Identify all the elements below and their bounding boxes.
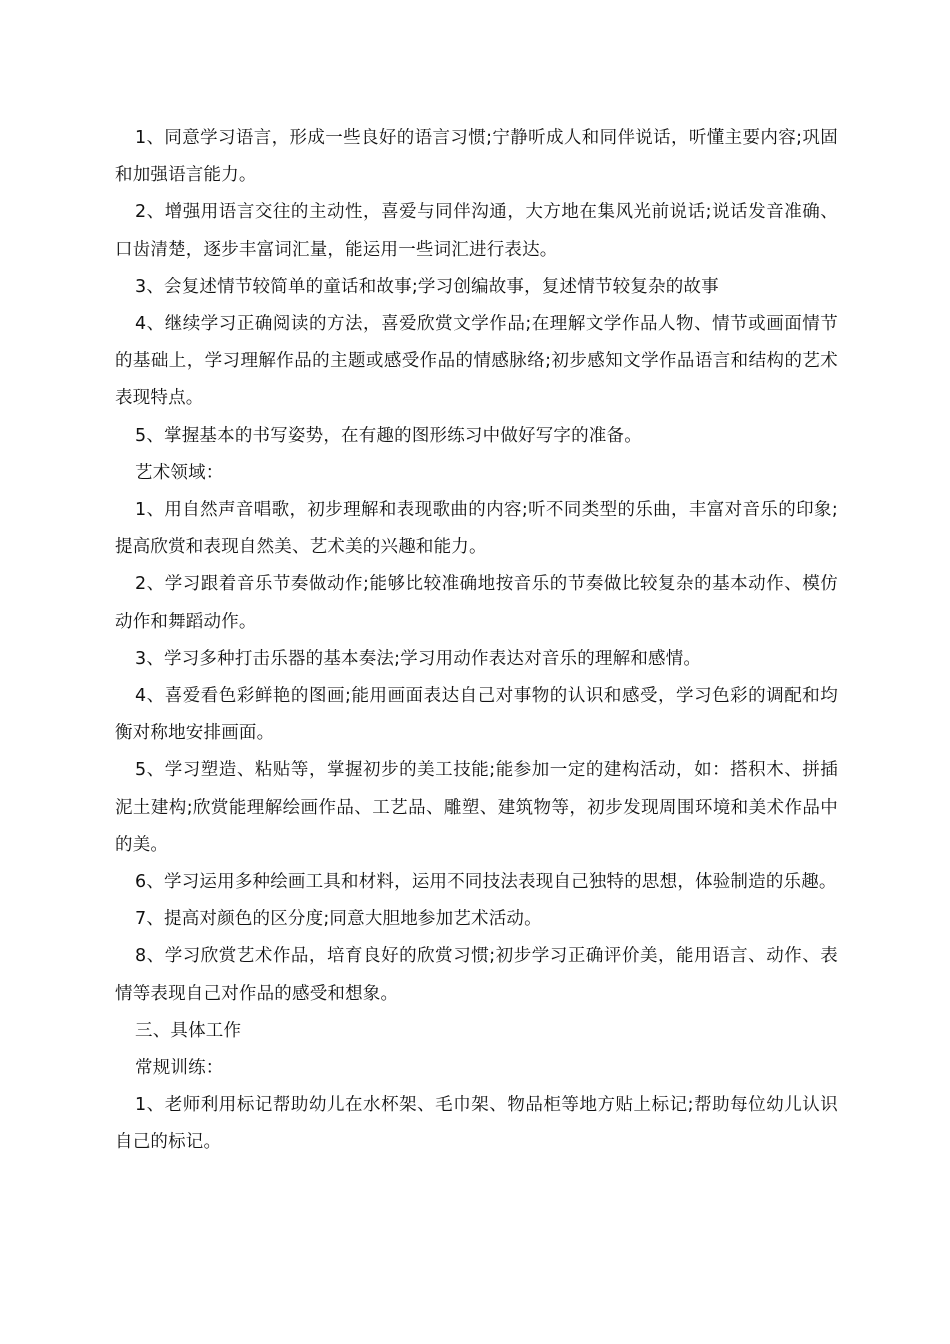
paragraph-art-goal-4: 4、喜爱看色彩鲜艳的图画;能用画面表达自己对事物的认识和感受，学习色彩的调配和均衡对称地安排画面。 [115,686,838,744]
paragraph-language-goal-2: 2、增强用语言交往的主动性，喜爱与同伴沟通，大方地在集风光前说话;说话发音准确、口齿清楚，逐步丰富词汇量，能运用一些词汇进行表达。 [115,202,838,260]
section-heading-art-domain: 艺术领域： [135,462,224,483]
paragraph-language-goal-1: 1、同意学习语言，形成一些良好的语言习惯;宁静听成人和同伴说话，听懂主要内容;巩固和加强语言能力。 [115,128,838,186]
paragraph-art-goal-5: 5、学习塑造、粘贴等，掌握初步的美工技能;能参加一定的建构活动，如：搭积木、拼插泥土建构;欣赏能理解绘画作品、工艺品、雕塑、建筑物等，初步发现周围环境和美术作品中的美。 [115,760,838,855]
paragraph-language-goal-5: 5、掌握基本的书写姿势，在有趣的图形练习中做好写字的准备。 [135,425,642,446]
paragraph-art-goal-2: 2、学习跟着音乐节奏做动作;能够比较准确地按音乐的节奏做比较复杂的基本动作、模仿动作和舞蹈动作。 [115,574,838,632]
paragraph-art-goal-1: 1、用自然声音唱歌，初步理解和表现歌曲的内容;听不同类型的乐曲，丰富对音乐的印象;提高欣赏和表现自然美、艺术美的兴趣和能力。 [115,500,838,558]
paragraph-art-goal-8: 8、学习欣赏艺术作品，培育良好的欣赏习惯;初步学习正确评价美，能用语言、动作、表情等表现自己对作品的感受和想象。 [115,946,838,1004]
paragraph-language-goal-3: 3、会复述情节较简单的童话和故事;学习创编故事，复述情节较复杂的故事 [135,276,719,297]
section-heading-specific-work: 三、具体工作 [135,1020,242,1041]
paragraph-art-goal-7: 7、提高对颜色的区分度;同意大胆地参加艺术活动。 [135,909,542,930]
paragraph-art-goal-3: 3、学习多种打击乐器的基本奏法;学习用动作表达对音乐的理解和感情。 [135,648,702,669]
paragraph-art-goal-6: 6、学习运用多种绘画工具和材料，运用不同技法表现自己独特的思想，体验制造的乐趣。 [135,872,837,893]
paragraph-language-goal-4: 4、继续学习正确阅读的方法，喜爱欣赏文学作品;在理解文学作品人物、情节或画面情节的基础上，学习理解作品的主题或感受作品的情感脉络;初步感知文学作品语言和结构的艺术表现特点。 [115,314,838,409]
subheading-routine-training: 常规训练： [135,1058,224,1079]
document-body [115,120,838,1162]
paragraph-routine-item-1: 1、老师利用标记帮助幼儿在水杯架、毛巾架、物品柜等地方贴上标记;帮助每位幼儿认识自己的标记。 [115,1095,838,1153]
